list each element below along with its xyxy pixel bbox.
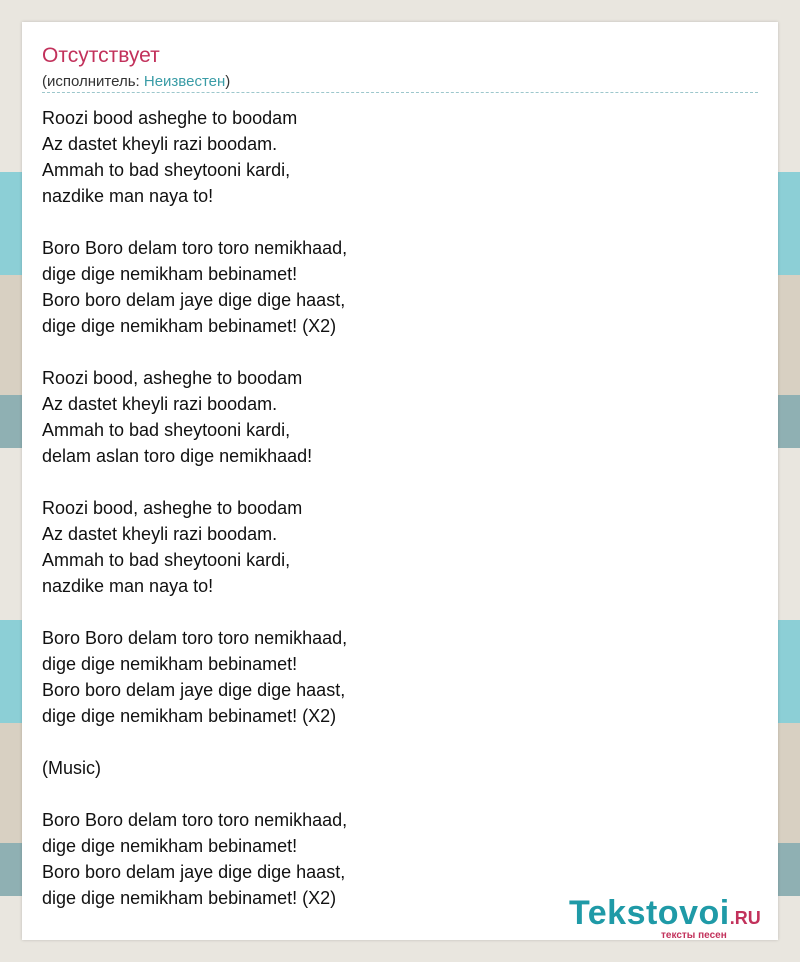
lyric-line: dige dige nemikham bebinamet! (X2) (42, 888, 337, 908)
lyric-line (42, 209, 742, 235)
lyric-line: Roozi bood, asheghe to boodam (42, 498, 303, 518)
lyric-line (42, 781, 742, 807)
lyric-line: Roozi bood, asheghe to boodam (42, 368, 303, 388)
lyrics-text (42, 105, 742, 911)
logo-tagline: тексты песен (661, 930, 727, 941)
lyric-line: dige dige nemikham bebinamet! (X2) (42, 706, 337, 726)
lyric-line: Roozi bood asheghe to boodam (42, 108, 298, 128)
lyric-line: Az dastet kheyli razi boodam. (42, 134, 278, 154)
lyric-line: Boro Boro delam toro toro nemikhaad, (42, 628, 348, 648)
artist-line (42, 73, 230, 90)
lyric-line: Boro boro delam jaye dige dige haast, (42, 290, 346, 310)
lyric-line: nazdike man naya to! (42, 576, 214, 596)
lyric-line (42, 339, 742, 365)
lyric-line: Ammah to bad sheytooni kardi, (42, 160, 291, 180)
lyric-line: delam aslan toro dige nemikhaad! (42, 446, 313, 466)
lyric-line: Boro Boro delam toro toro nemikhaad, (42, 238, 348, 258)
site-logo[interactable] (569, 894, 779, 944)
logo-name: Tekstovoi (569, 894, 730, 932)
artist-suffix: ) (225, 73, 231, 90)
title-divider (42, 92, 758, 93)
lyric-line (42, 729, 742, 755)
lyric-line: Boro boro delam jaye dige dige haast, (42, 680, 346, 700)
logo-wordmark (569, 894, 761, 933)
lyric-line: nazdike man naya to! (42, 186, 214, 206)
song-title: Отсутствует (42, 44, 160, 67)
artist-link[interactable]: Неизвестен (143, 73, 226, 90)
lyric-line: Ammah to bad sheytooni kardi, (42, 420, 291, 440)
lyric-line (42, 599, 742, 625)
lyric-line: dige dige nemikham bebinamet! (X2) (42, 316, 337, 336)
lyric-line (42, 469, 742, 495)
artist-prefix: (исполнитель: (42, 73, 144, 90)
lyric-line: dige dige nemikham bebinamet! (42, 654, 298, 674)
lyric-line: dige dige nemikham bebinamet! (42, 836, 298, 856)
lyric-line: Az dastet kheyli razi boodam. (42, 394, 278, 414)
lyric-line: Ammah to bad sheytooni kardi, (42, 550, 291, 570)
lyric-line: dige dige nemikham bebinamet! (42, 264, 298, 284)
lyric-line: Boro Boro delam toro toro nemikhaad, (42, 810, 348, 830)
lyrics-card (22, 22, 778, 940)
lyric-line: (Music) (42, 758, 101, 778)
logo-tld: .RU (729, 908, 761, 928)
lyric-line: Boro boro delam jaye dige dige haast, (42, 862, 346, 882)
lyric-line: Az dastet kheyli razi boodam. (42, 524, 278, 544)
